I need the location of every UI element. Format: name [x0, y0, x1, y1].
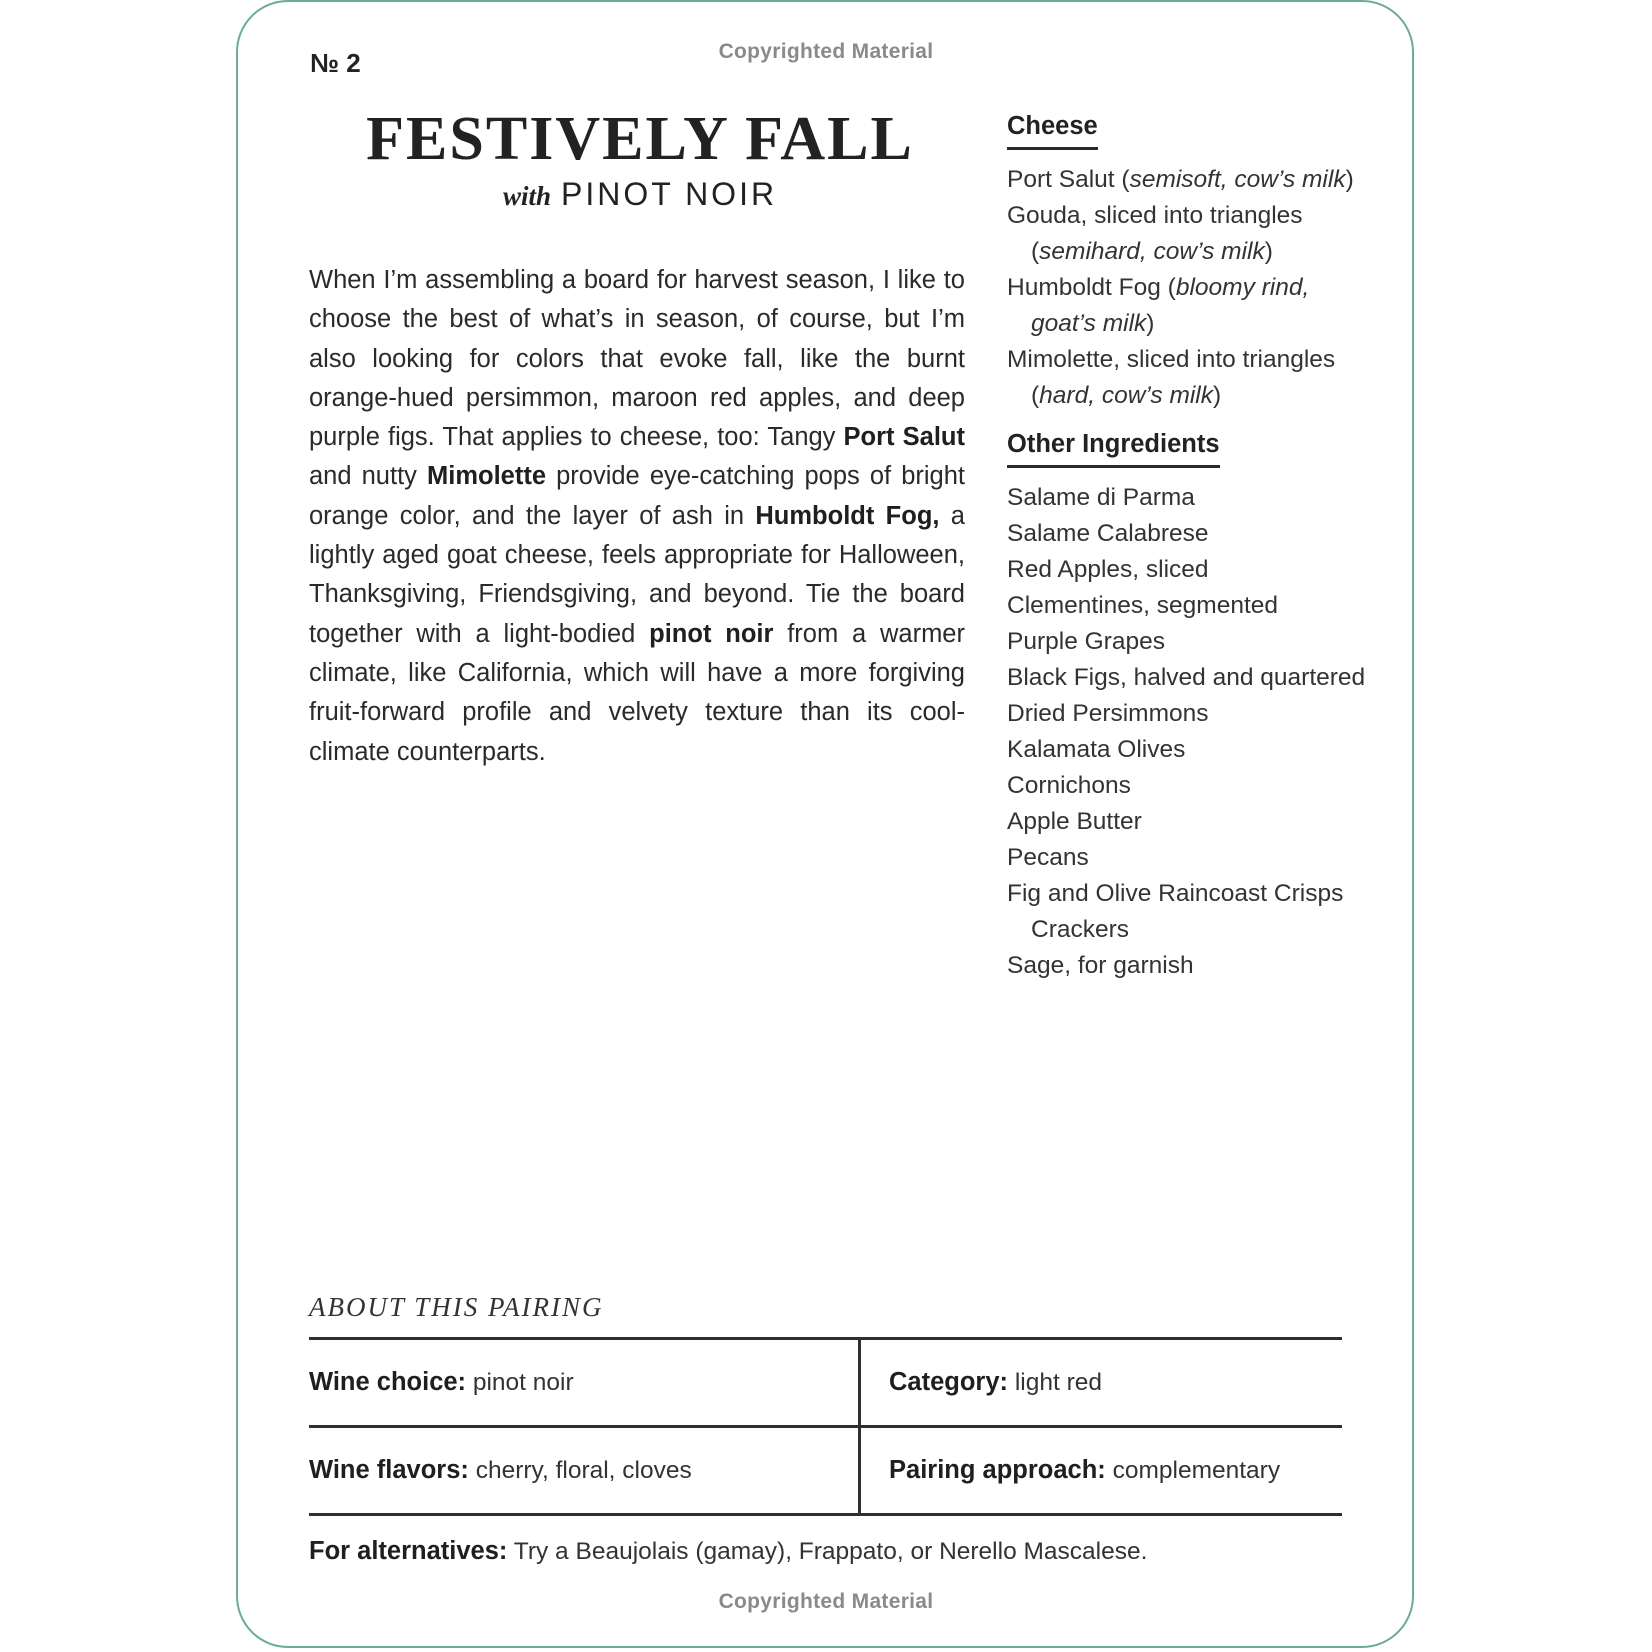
cheese-heading: Cheese	[1007, 112, 1098, 150]
ingredient-item: Red Apples, sliced	[1007, 556, 1209, 583]
ingredient-item: Dried Persimmons	[1007, 700, 1209, 727]
ingredient-item: Kalamata Olives	[1007, 736, 1186, 763]
wine-flavors-label: Wine flavors:	[309, 1456, 469, 1484]
subtitle-wine: PINOT NOIR	[560, 176, 778, 212]
description-bold-humboldt-fog: Humboldt Fog,	[755, 501, 940, 530]
category-value: light red	[1014, 1369, 1103, 1396]
cheese-item	[1007, 342, 1377, 414]
pairing-table	[309, 1337, 1342, 1516]
description-text: When I’m assembling a board for harvest season, I like to choose the best of what’s in season, of course, but I’m also looking for colors that evoke fall, like the burnt orange-hued persimmon, maroon red apples, and deep purple figs. That applies to cheese, too: Tangy	[309, 266, 965, 452]
cheese-item-note: semihard, cow’s milk	[1039, 238, 1265, 265]
cheese-item-name: Mimolette, sliced into triangles (	[1007, 346, 1336, 409]
ingredient-item: Cornichons	[1007, 772, 1131, 799]
ingredient-item: Salame Calabrese	[1007, 520, 1209, 547]
pairing-approach-label: Pairing approach:	[889, 1456, 1106, 1484]
copyright-watermark-bottom: Copyrighted Material	[718, 1590, 934, 1613]
cheese-list	[1007, 162, 1377, 414]
description-text: a lightly aged goat cheese, feels appropriate for Halloween, Thanksgiving, Friendsgiving, and beyond. Tie the board together with a light-bodied	[309, 501, 965, 648]
ingredient-item: Black Figs, halved and quartered	[1007, 664, 1366, 691]
ingredient-item: Salame di Parma	[1007, 484, 1195, 511]
cheese-item-name: Humboldt Fog (	[1007, 274, 1176, 301]
cheese-item	[1007, 198, 1377, 270]
cheese-item-note: hard, cow’s milk	[1039, 382, 1213, 409]
card-subtitle	[300, 172, 980, 223]
description-text: provide eye-catching pops of bright orange color, and the layer of ash in	[309, 462, 965, 530]
cheese-item	[1007, 162, 1377, 198]
pairing-row	[309, 1339, 1342, 1427]
ingredient-item: Fig and Olive Raincoast Crisps Crackers	[1007, 880, 1344, 943]
cheese-item-paren: )	[1264, 238, 1273, 265]
ingredient-item: Purple Grapes	[1007, 628, 1165, 655]
pairing-row	[309, 1427, 1342, 1515]
category-label: Category:	[889, 1368, 1009, 1396]
wine-choice-value: pinot noir	[472, 1369, 574, 1396]
wine-flavors-cell	[309, 1427, 860, 1515]
wine-flavors-value: cherry, floral, cloves	[475, 1457, 692, 1484]
card-number: № 2	[310, 48, 361, 78]
cheese-item-note: bloomy rind, goat’s milk	[1031, 274, 1310, 337]
cheese-item-paren: )	[1345, 166, 1354, 193]
cheese-item-paren: )	[1213, 382, 1222, 409]
description-bold-port-salut: Port Salut	[843, 423, 965, 452]
alternatives-value: Try a Beaujolais (gamay), Frappato, or Nerello Mascalese.	[513, 1538, 1148, 1565]
about-pairing-heading: ABOUT THIS PAIRING	[309, 1292, 604, 1322]
description-paragraph	[309, 261, 965, 772]
cheese-item-name: Gouda, sliced into triangles (	[1007, 202, 1303, 265]
alternatives-label: For alternatives:	[309, 1537, 508, 1565]
description-text: and nutty	[309, 462, 427, 491]
wine-choice-label: Wine choice:	[309, 1368, 467, 1396]
alternatives-line	[309, 1537, 1147, 1566]
cheese-item	[1007, 270, 1377, 342]
cheese-item-paren: )	[1146, 310, 1155, 337]
other-ingredients-heading: Other Ingredients	[1007, 430, 1220, 468]
pairing-approach-cell	[860, 1427, 1343, 1515]
subtitle-with: with	[502, 181, 551, 211]
cheese-item-name: Port Salut (	[1007, 166, 1130, 193]
ingredient-item: Pecans	[1007, 844, 1089, 871]
pairing-approach-value: complementary	[1112, 1457, 1281, 1484]
card-title: FESTIVELY FALL	[366, 105, 914, 173]
ingredient-item: Sage, for garnish	[1007, 952, 1194, 979]
description-text: from a warmer climate, like California, which will have a more forgiving fruit-forward profile and velvety texture than its cool-climate counterparts.	[309, 619, 965, 766]
cheese-item-note: semisoft, cow’s milk	[1129, 166, 1346, 193]
description-bold-mimolette: Mimolette	[427, 462, 547, 491]
description-bold-pinot-noir: pinot noir	[649, 619, 774, 648]
ingredient-item: Apple Butter	[1007, 808, 1142, 835]
wine-choice-cell	[309, 1339, 860, 1427]
ingredient-item: Clementines, segmented	[1007, 592, 1279, 619]
copyright-watermark-top: Copyrighted Material	[718, 40, 934, 63]
other-ingredients-list	[1007, 480, 1377, 984]
category-cell	[860, 1339, 1343, 1427]
ingredients-sidebar	[1007, 112, 1377, 984]
